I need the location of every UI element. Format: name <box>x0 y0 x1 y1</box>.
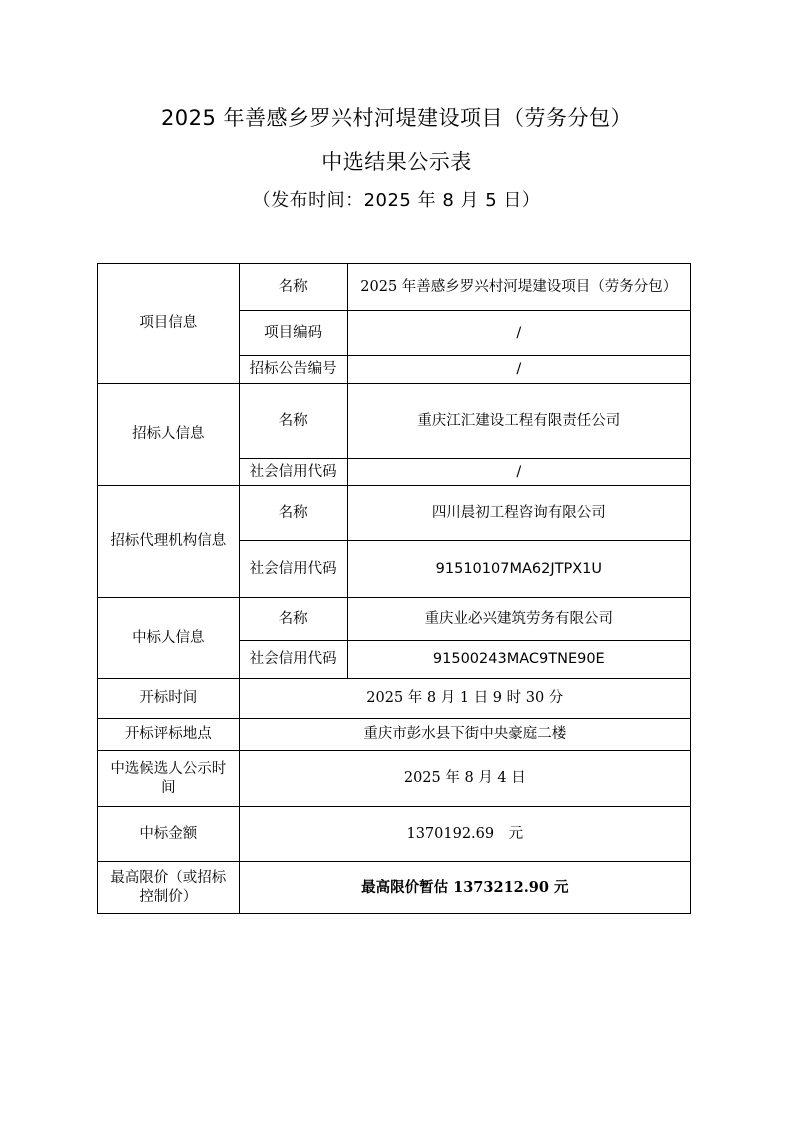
notice-number-value: / <box>347 356 690 384</box>
table-row <box>98 264 691 311</box>
notice-number-label: 招标公告编号 <box>239 356 347 384</box>
winner-section-label: 中标人信息 <box>98 598 240 679</box>
opening-time-value: 2025 年 8 月 1 日 9 时 30 分 <box>239 679 690 719</box>
agency-name-label: 名称 <box>239 486 347 541</box>
tenderer-name-label: 名称 <box>239 384 347 459</box>
table-row <box>98 751 691 807</box>
tenderer-section-label: 招标人信息 <box>98 384 240 486</box>
result-table <box>97 263 691 914</box>
max-price-label: 最高限价（或招标控制价） <box>98 862 240 914</box>
tenderer-credit-label: 社会信用代码 <box>239 459 347 486</box>
tenderer-name-value: 重庆江汇建设工程有限责任公司 <box>347 384 690 459</box>
agency-section-label: 招标代理机构信息 <box>98 486 240 598</box>
agency-credit-label: 社会信用代码 <box>239 541 347 598</box>
winner-credit-label: 社会信用代码 <box>239 641 347 679</box>
table-row <box>98 862 691 914</box>
project-code-label: 项目编码 <box>239 311 347 356</box>
amount-value: 1370192.69 元 <box>239 807 690 862</box>
agency-name-value: 四川晨初工程咨询有限公司 <box>347 486 690 541</box>
publicity-time-value: 2025 年 8 月 4 日 <box>239 751 690 807</box>
table-row <box>98 807 691 862</box>
location-value: 重庆市彭水县下街中央豪庭二楼 <box>239 719 690 751</box>
table-row <box>98 679 691 719</box>
table-row <box>98 486 691 541</box>
table-row <box>98 384 691 459</box>
location-label: 开标评标地点 <box>98 719 240 751</box>
publicity-time-label: 中选候选人公示时间 <box>98 751 240 807</box>
amount-label: 中标金额 <box>98 807 240 862</box>
publish-date: （发布时间：2025 年 8 月 5 日） <box>252 190 541 211</box>
table-row <box>98 598 691 641</box>
project-section-label: 项目信息 <box>98 264 240 384</box>
opening-time-label: 开标时间 <box>98 679 240 719</box>
project-code-value: / <box>347 311 690 356</box>
winner-credit-value: 91500243MAC9TNE90E <box>347 641 690 679</box>
document-subtitle: 中选结果公示表 <box>321 150 472 174</box>
project-name-label: 名称 <box>239 264 347 311</box>
tenderer-credit-value: / <box>347 459 690 486</box>
winner-name-value: 重庆业必兴建筑劳务有限公司 <box>347 598 690 641</box>
table-row <box>98 719 691 751</box>
project-name-value: 2025 年善感乡罗兴村河堤建设项目（劳务分包） <box>347 264 690 311</box>
max-price-value: 最高限价暂估 1373212.90 元 <box>239 862 690 914</box>
document-title: 2025 年善感乡罗兴村河堤建设项目（劳务分包） <box>160 106 633 130</box>
agency-credit-value: 91510107MA62JTPX1U <box>347 541 690 598</box>
winner-name-label: 名称 <box>239 598 347 641</box>
